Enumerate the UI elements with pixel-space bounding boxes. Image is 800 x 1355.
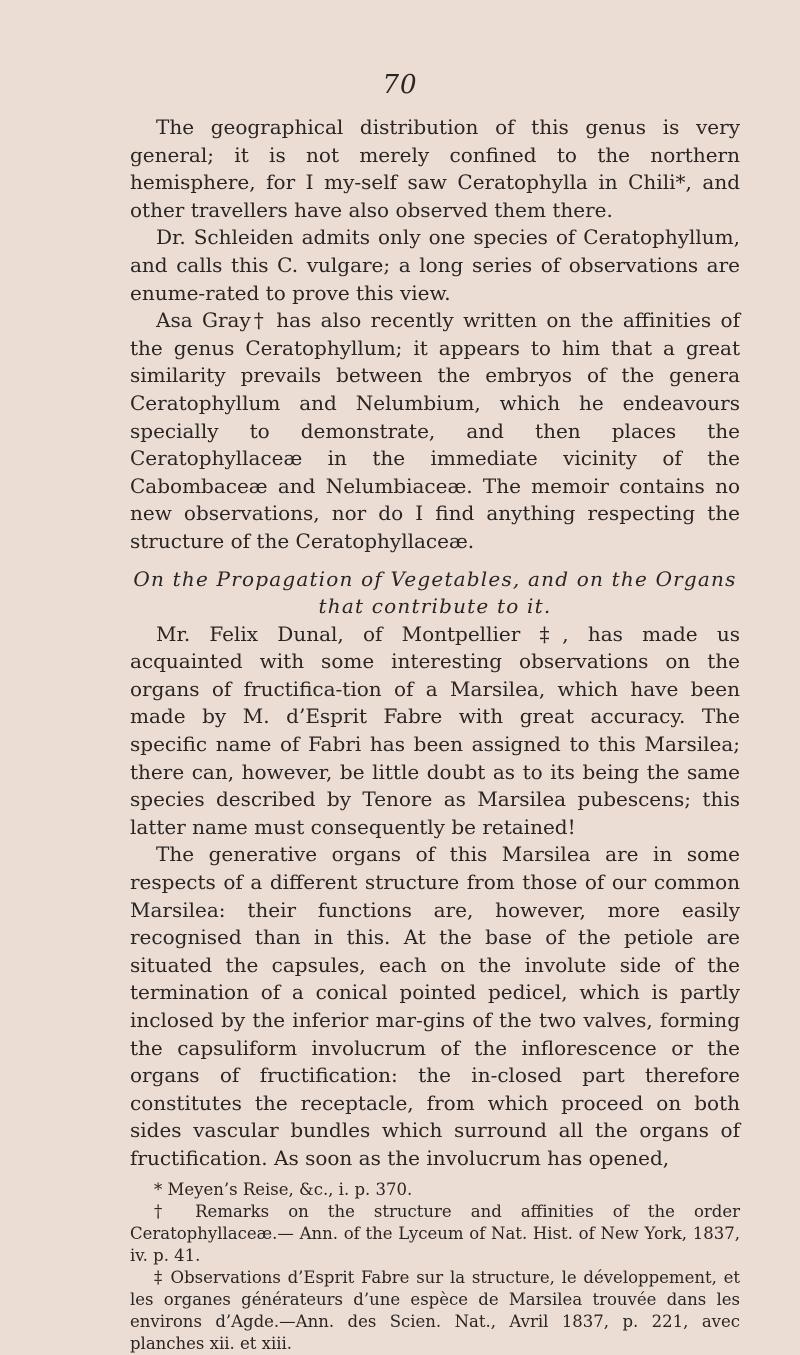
footnote-meyen: * Meyen’s Reise, &c., i. p. 370. bbox=[154, 1179, 413, 1199]
paragraph-generative-organs: The generative organs of this Marsilea are in some respects of a different structure from those of our common Marsilea: their functions are, however, more easily recognised than in this. At the base of the petiole are situated the capsules, each on the involute side of the termination of a conical pointed pedicel, which is partly inclosed by the inferior mar-gins of the two valves, forming the capsuliform involucrum of the inflorescence or the organs of fructification: the in-closed part therefore constitutes the receptacle, from which proceed on both sides vascular bundles which surround all the organs of fructification. As soon as the involucrum has opened, bbox=[130, 842, 740, 1170]
footnote-observations: ‡ Observations d’Esprit Fabre sur la structure, le développement, et les organes générateurs d’une espèce de Marsilea trouvée dans les environs d’Agde.—Ann. des Scien. Nat., Avril 1837, p. 221, avec planches xii. et xiii. bbox=[130, 1267, 740, 1353]
page-number: 70 bbox=[382, 70, 418, 100]
paragraph-schleiden: Dr. Schleiden admits only one species of Ceratophyllum, and calls this C. vulgare; a long series of observations are enume-rated to prove this view. bbox=[130, 225, 740, 305]
paragraph-dunal: Mr. Felix Dunal, of Montpellier ‡, has made us acquainted with some interesting observations on the organs of fructifica-tion of a Marsilea, which have been made by M. d’Esprit Fabre with great accuracy. The specific name of Fabri has been assigned to this Marsilea; there can, however, be little doubt as to its being the same species described by Tenore as Marsilea pubescens; this latter name must consequently be retained! bbox=[130, 621, 740, 839]
section-heading: On the Propagation of Vegetables, and on the Organs that contribute to it. bbox=[133, 566, 737, 619]
footnotes bbox=[130, 1179, 740, 1355]
body-text bbox=[130, 114, 740, 1355]
paragraph-distribution: The geographical distribution of this genus is very general; it is not merely confined to the northern hemisphere, for I my-self saw Ceratophylla in Chili*, and other travellers have also observed them there. bbox=[130, 115, 740, 222]
footnote-remarks: † Remarks on the structure and affinities of the order Ceratophyllaceæ.— Ann. of the Lyceum of Nat. Hist. of New York, 1837, iv. p. 41. bbox=[130, 1201, 740, 1265]
paragraph-asa-gray: Asa Gray† has also recently written on the affinities of the genus Ceratophyllum; it appears to him that a great similarity prevails between the embryos of the genera Ceratophyllum and Nelumbium, which he endeavours specially to demonstrate, and then places the Ceratophyllaceæ in the immediate vicinity of the Cabombaceæ and Nelumbiaceæ. The memoir contains no new observations, nor do I find anything respecting the structure of the Ceratophyllaceæ. bbox=[130, 308, 740, 553]
